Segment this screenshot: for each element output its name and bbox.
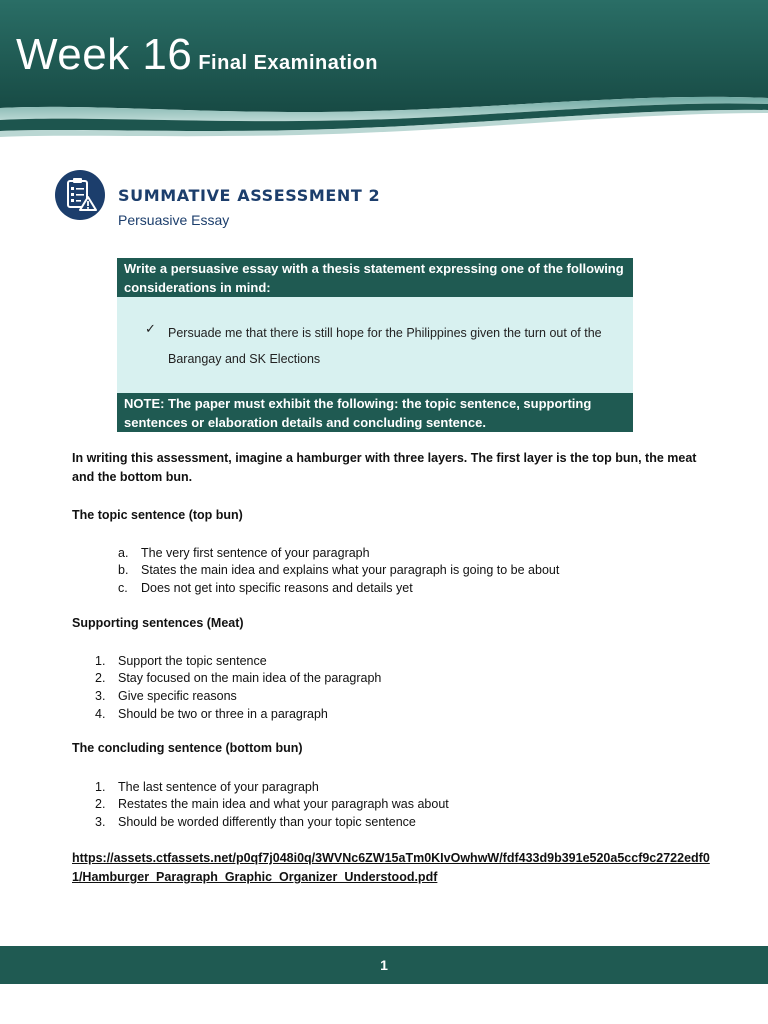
section-heading-concluding: The concluding sentence (bottom bun) bbox=[72, 741, 303, 755]
list-text: Support the topic sentence bbox=[118, 654, 267, 668]
list-item bbox=[95, 688, 237, 706]
list-text: Restates the main idea and what your paragraph was about bbox=[118, 797, 449, 811]
list-item bbox=[118, 545, 370, 563]
exam-label: Final Examination bbox=[198, 52, 378, 74]
list-marker: 2. bbox=[95, 797, 106, 811]
list-text: Give specific reasons bbox=[118, 689, 237, 703]
list-text: Stay focused on the main idea of the paragraph bbox=[118, 671, 382, 685]
instruction-heading: Write a persuasive essay with a thesis statement expressing one of the following considerations in mind: bbox=[117, 258, 633, 297]
list-item bbox=[95, 653, 267, 671]
list-text: Should be two or three in a paragraph bbox=[118, 707, 328, 721]
list-marker: 3. bbox=[95, 689, 106, 703]
list-text: States the main idea and explains what your paragraph is going to be about bbox=[141, 563, 560, 577]
list-marker: c. bbox=[118, 581, 128, 595]
instruction-note: NOTE: The paper must exhibit the following: the topic sentence, supporting sentences or elaboration details and concluding sentence. bbox=[117, 393, 633, 432]
checkmark-icon: ✓ bbox=[145, 321, 156, 336]
week-label: Week 16 bbox=[16, 30, 193, 79]
list-text: Does not get into specific reasons and details yet bbox=[141, 581, 413, 595]
clipboard-warning-icon bbox=[55, 170, 105, 220]
page-number: 1 bbox=[380, 957, 388, 973]
list-item bbox=[118, 562, 559, 580]
assessment-subtitle: Persuasive Essay bbox=[118, 212, 230, 228]
list-marker: 2. bbox=[95, 671, 106, 685]
list-text: The very first sentence of your paragraph bbox=[141, 546, 370, 560]
graphic-organizer-link[interactable]: https://assets.ctfassets.net/p0qf7j048i0q/3WVNc6ZW15aTm0KIvOwhwW/fdf433d9b391e520a5ccf9c2722edf01/Hamburger_Paragraph_Graphic_Organizer_Understood.pdf bbox=[72, 851, 710, 884]
list-marker: 1. bbox=[95, 654, 106, 668]
list-marker: 3. bbox=[95, 815, 106, 829]
list-item bbox=[95, 796, 449, 814]
page-footer bbox=[0, 946, 768, 984]
section-heading-topic: The topic sentence (top bun) bbox=[72, 508, 243, 522]
list-marker: 4. bbox=[95, 707, 106, 721]
list-item bbox=[95, 814, 416, 832]
assessment-title: SUMMATIVE ASSESSMENT 2 bbox=[118, 186, 381, 205]
page-title bbox=[16, 30, 378, 80]
list-text: The last sentence of your paragraph bbox=[118, 780, 319, 794]
intro-paragraph: In writing this assessment, imagine a hamburger with three layers. The first layer is the top bun, the meat and the bottom bun. bbox=[72, 451, 697, 484]
instruction-box bbox=[117, 258, 633, 432]
list-item bbox=[95, 706, 328, 724]
list-text: Should be worded differently than your topic sentence bbox=[118, 815, 416, 829]
instruction-body bbox=[117, 297, 633, 393]
list-marker: a. bbox=[118, 546, 129, 560]
list-item bbox=[95, 670, 381, 688]
list-marker: b. bbox=[118, 563, 129, 577]
list-item bbox=[95, 779, 319, 797]
list-item bbox=[118, 580, 413, 598]
consideration-item: Persuade me that there is still hope for the Philippines given the turn out of the Barangay and SK Elections bbox=[168, 326, 602, 366]
section-heading-supporting: Supporting sentences (Meat) bbox=[72, 616, 244, 630]
list-marker: 1. bbox=[95, 780, 106, 794]
header-banner bbox=[0, 0, 768, 140]
